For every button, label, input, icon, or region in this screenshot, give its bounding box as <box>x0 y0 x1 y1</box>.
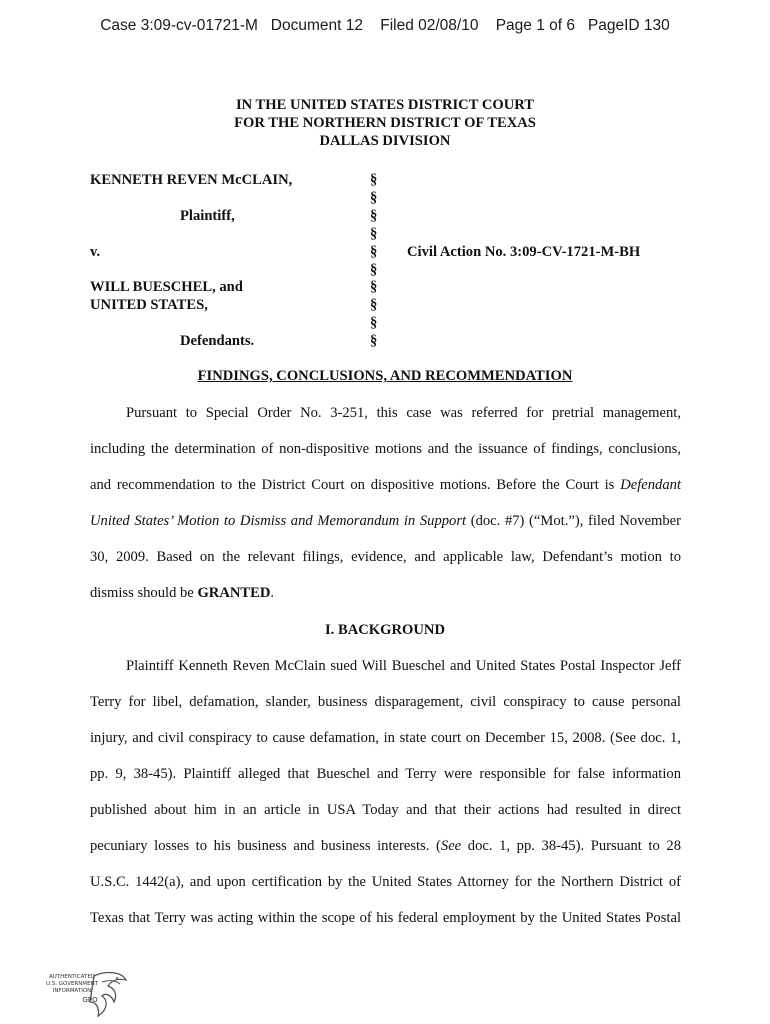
court-line-2: FOR THE NORTHERN DISTRICT OF TEXAS <box>234 115 536 131</box>
gpo-authentication-seal <box>34 970 134 1020</box>
section-symbol: § <box>370 315 378 331</box>
section-symbol: § <box>370 226 378 242</box>
text-line: Plaintiff Kenneth Reven McClain sued Will Bueschel and United States Postal Inspector Jeff <box>126 658 681 674</box>
defendant-2: UNITED STATES, <box>90 297 208 313</box>
text-line: dismiss should be GRANTED. <box>90 585 275 601</box>
text-line: and recommendation to the District Court on dispositive motions. Before the Court is Defendant <box>90 477 681 493</box>
section-symbol: § <box>370 190 378 206</box>
seal-line-2: U.S. GOVERNMENT <box>45 981 99 987</box>
defendants-label: Defendants. <box>180 333 255 349</box>
text-line: injury, and civil conspiracy to cause defamation, in state court on December 15, 2008. (See doc. 1, <box>90 730 681 746</box>
text-line: U.S.C. 1442(a), and upon certification by the United States Attorney for the Northern District of <box>90 874 681 890</box>
text-line: Pursuant to Special Order No. 3-251, this case was referred for pretrial management, <box>126 405 681 421</box>
seal-line-3: INFORMATION <box>52 988 92 994</box>
section-symbol: § <box>370 172 378 188</box>
text-line: including the determination of non-dispositive motions and the issuance of findings, conclusions, <box>90 441 681 457</box>
versus-label: v. <box>90 244 101 260</box>
seal-line-4: GPO <box>82 996 98 1004</box>
section-symbol: § <box>370 262 378 278</box>
case-caption <box>90 172 710 352</box>
filing-stamp-header: Case 3:09-cv-01721-M Document 12 Filed 02/08/10 Page 1 of 6 PageID 130 <box>100 17 670 34</box>
section-symbol: § <box>370 208 378 224</box>
civil-action-number: Civil Action No. 3:09-CV-1721-M-BH <box>407 244 641 260</box>
section-symbol: § <box>370 279 378 295</box>
document-title: FINDINGS, CONCLUSIONS, AND RECOMMENDATION <box>197 368 573 384</box>
text-line: Terry for libel, defamation, slander, business disparagement, civil conspiracy to cause personal <box>90 694 681 710</box>
text-line: pp. 9, 38-45). Plaintiff alleged that Bueschel and Terry were responsible for false information <box>90 766 681 782</box>
text-line: United States’ Motion to Dismiss and Memorandum in Support (doc. #7) (“Mot.”), filed November <box>90 513 681 529</box>
defendant-1: WILL BUESCHEL, and <box>90 279 243 295</box>
seal-line-1: AUTHENTICATED <box>48 974 96 980</box>
section-symbol: § <box>370 244 378 260</box>
text-line: published about him in an article in USA Today and that their actions had resulted in direct <box>90 802 681 818</box>
court-heading <box>0 96 770 150</box>
section-heading-background: I. BACKGROUND <box>325 622 445 638</box>
text-line: pecuniary losses to his business and business interests. (See doc. 1, pp. 38-45). Pursuant to 28 <box>90 838 681 854</box>
plaintiff-name: KENNETH REVEN McCLAIN, <box>90 172 293 188</box>
plaintiff-label: Plaintiff, <box>180 208 235 224</box>
section-symbol: § <box>370 297 378 313</box>
text-line: 30, 2009. Based on the relevant filings, evidence, and applicable law, Defendant’s motion to <box>90 549 681 565</box>
court-line-3: DALLAS DIVISION <box>319 133 451 149</box>
section-symbol: § <box>370 333 378 349</box>
court-line-1: IN THE UNITED STATES DISTRICT COURT <box>235 97 535 113</box>
text-line: Texas that Terry was acting within the scope of his federal employment by the United States Postal <box>90 910 681 926</box>
